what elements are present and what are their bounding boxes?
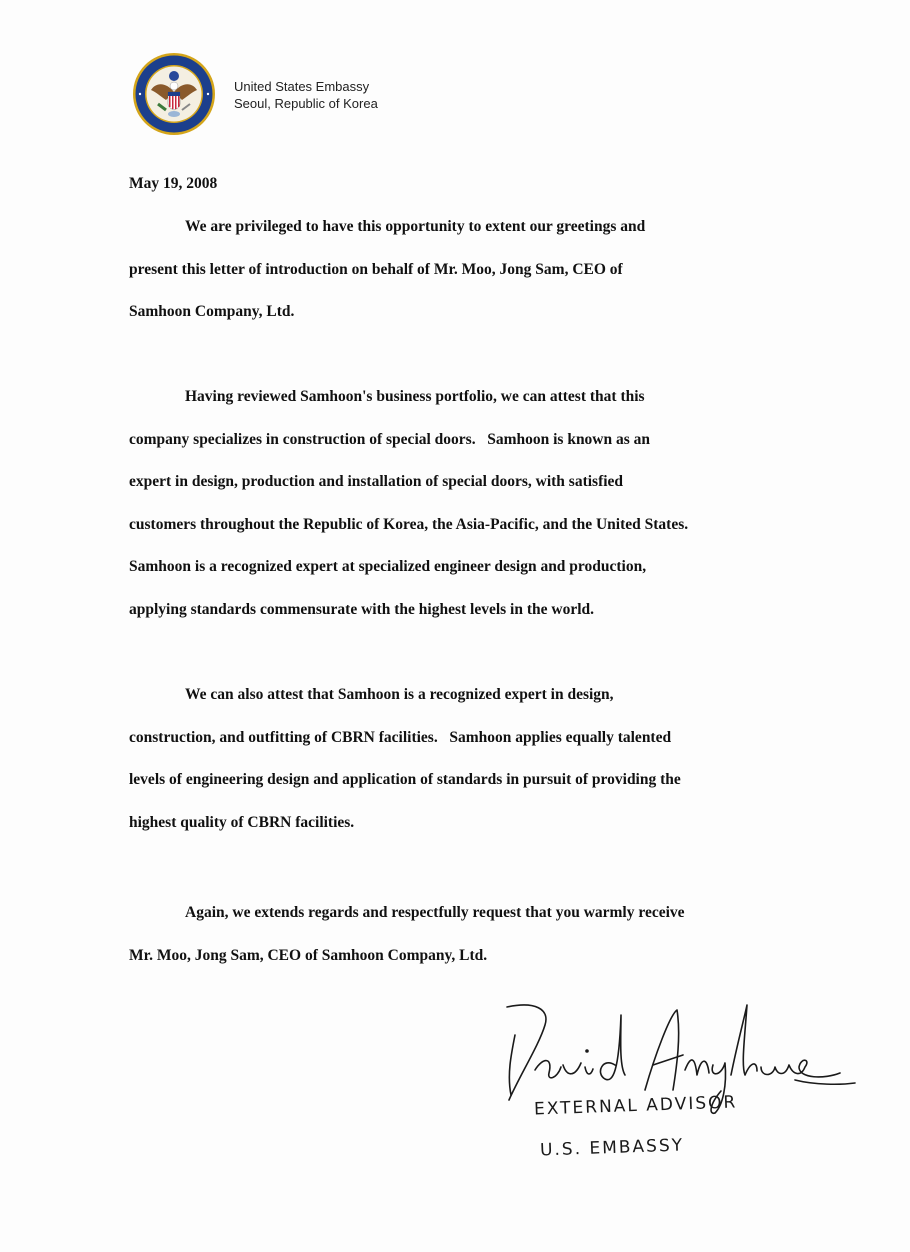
us-embassy-seal-icon <box>132 52 216 136</box>
paragraph-line: customers throughout the Republic of Korea, the Asia-Pacific, and the United States. <box>129 515 689 533</box>
letterhead <box>234 78 378 112</box>
paragraph-2 <box>129 376 829 632</box>
paragraph-line: Having reviewed Samhoon's business portfolio, we can attest that this <box>185 388 645 405</box>
paragraph-4 <box>129 892 829 977</box>
paragraph-line: expert in design, production and installation of special doors, with satisfied <box>129 473 624 491</box>
letterhead-line-1: United States Embassy <box>234 79 370 94</box>
paragraph-line: present this letter of introduction on behalf of Mr. Moo, Jong Sam, CEO of <box>129 260 623 278</box>
letterhead-line-2: Seoul, Republic of Korea <box>234 96 378 111</box>
paragraph-line: applying standards commensurate with the highest levels in the world. <box>129 600 595 618</box>
paragraph-1 <box>129 206 829 334</box>
paragraph-line: Samhoon Company, Ltd. <box>129 303 295 321</box>
paragraph-line: We are privileged to have this opportunity to extent our greetings and <box>185 218 646 235</box>
paragraph-line: company specializes in construction of special doors. Samhoon is known as an <box>129 430 651 448</box>
letter-date: May 19, 2008 <box>129 175 218 192</box>
paragraph-line: Samhoon is a recognized expert at specialized engineer design and production, <box>129 558 647 576</box>
paragraph-line: highest quality of CBRN facilities. <box>129 813 355 831</box>
paragraph-line: levels of engineering design and application of standards in pursuit of providing the <box>129 771 681 789</box>
signer-title-line-2: U.S. EMBASSY <box>539 1135 685 1161</box>
signer-title-line-1: EXTERNAL ADVISOR <box>533 1092 738 1120</box>
paragraph-line: Again, we extends regards and respectfully request that you warmly receive <box>185 904 685 921</box>
paragraph-line: We can also attest that Samhoon is a recognized expert in design, <box>185 686 614 703</box>
paragraph-line: construction, and outfitting of CBRN facilities. Samhoon applies equally talented <box>129 728 672 746</box>
paragraph-line: Mr. Moo, Jong Sam, CEO of Samhoon Company, Ltd. <box>129 946 488 964</box>
paragraph-3 <box>129 674 829 844</box>
